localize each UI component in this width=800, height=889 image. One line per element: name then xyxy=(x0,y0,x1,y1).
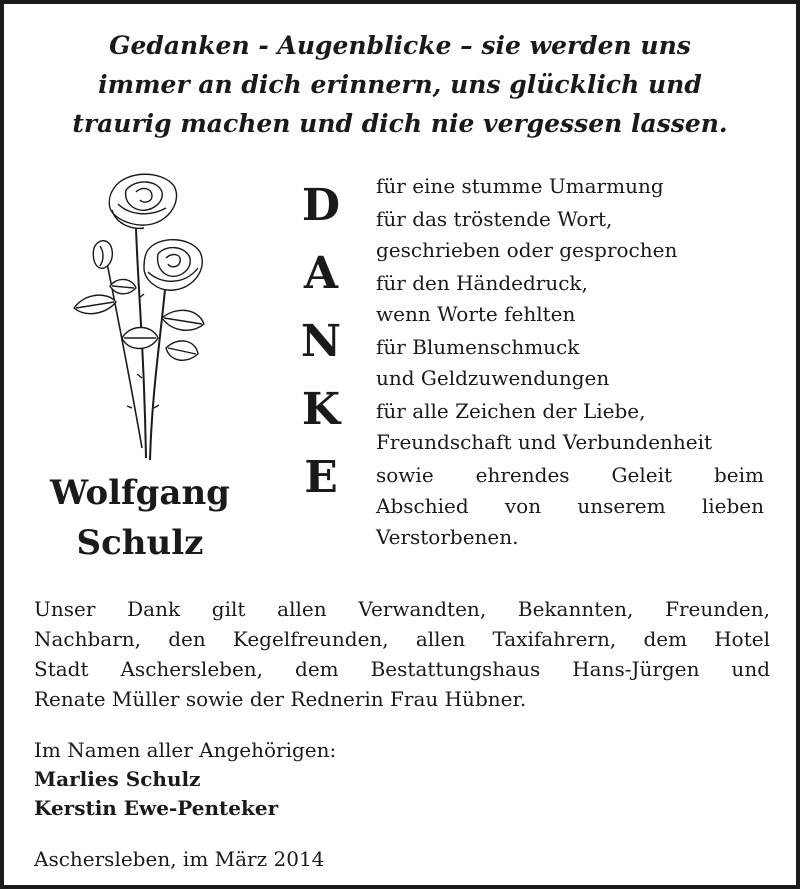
danke-letter: N xyxy=(300,316,342,367)
danke-letter: K xyxy=(301,384,341,435)
thanks-item xyxy=(376,460,764,553)
thanks-line: für Blumenschmuck xyxy=(376,335,580,359)
thanks-item xyxy=(376,396,764,458)
danke-letter: A xyxy=(303,248,339,299)
signatory-name: Kerstin Ewe-Penteker xyxy=(34,796,279,820)
paragraph-line: Unser Dank gilt allen Verwandten, Bekannten, Freunden, xyxy=(34,597,770,621)
rose-drawing xyxy=(66,168,216,468)
thanks-line: für das tröstende Wort, xyxy=(376,207,613,231)
signature-intro: Im Namen aller Angehörigen: xyxy=(34,738,337,762)
thanks-line: Abschied von unserem lieben xyxy=(376,494,764,518)
signature-block xyxy=(34,736,336,823)
first-name: Wolfgang xyxy=(50,473,230,513)
thanks-line: und Geldzuwendungen xyxy=(376,366,610,390)
thanks-line: Verstorbenen. xyxy=(376,525,519,549)
last-name: Schulz xyxy=(76,523,204,563)
place-date: Aschersleben, im März 2014 xyxy=(34,847,325,871)
memorial-verse xyxy=(34,26,766,143)
thanks-item xyxy=(376,204,764,266)
danke-letter: D xyxy=(301,180,341,231)
verse-line: immer an dich erinnern, uns glücklich und xyxy=(98,70,702,99)
thanks-list xyxy=(376,171,764,555)
thanks-item xyxy=(376,268,764,330)
signatory-name: Marlies Schulz xyxy=(34,767,201,791)
thanks-item xyxy=(376,171,764,202)
thanks-line: für alle Zeichen der Liebe, xyxy=(376,399,646,423)
thanks-line: für den Händedruck, xyxy=(376,271,588,295)
deceased-name xyxy=(24,468,256,568)
thanks-line: geschrieben oder gesprochen xyxy=(376,238,678,262)
paragraph-line: Stadt Aschersleben, dem Bestattungshaus Hans-Jürgen und xyxy=(34,657,770,681)
thanks-line: wenn Worte fehlten xyxy=(376,302,576,326)
paragraph-line: Nachbarn, den Kegelfreunden, allen Taxifahrern, dem Hotel xyxy=(34,627,770,651)
gratitude-paragraph xyxy=(34,594,770,714)
danke-vertical-word xyxy=(276,172,366,512)
thanks-line: sowie ehrendes Geleit beim xyxy=(376,463,764,487)
thanks-item xyxy=(376,332,764,394)
thanks-line: Freundschaft und Verbundenheit xyxy=(376,430,713,454)
verse-line: traurig machen und dich nie vergessen lassen. xyxy=(72,109,728,138)
thanks-line: für eine stumme Umarmung xyxy=(376,174,664,198)
verse-line: Gedanken - Augenblicke – sie werden uns xyxy=(109,31,691,60)
danke-letter: E xyxy=(304,452,338,503)
paragraph-line: Renate Müller sowie der Rednerin Frau Hübner. xyxy=(34,687,527,711)
